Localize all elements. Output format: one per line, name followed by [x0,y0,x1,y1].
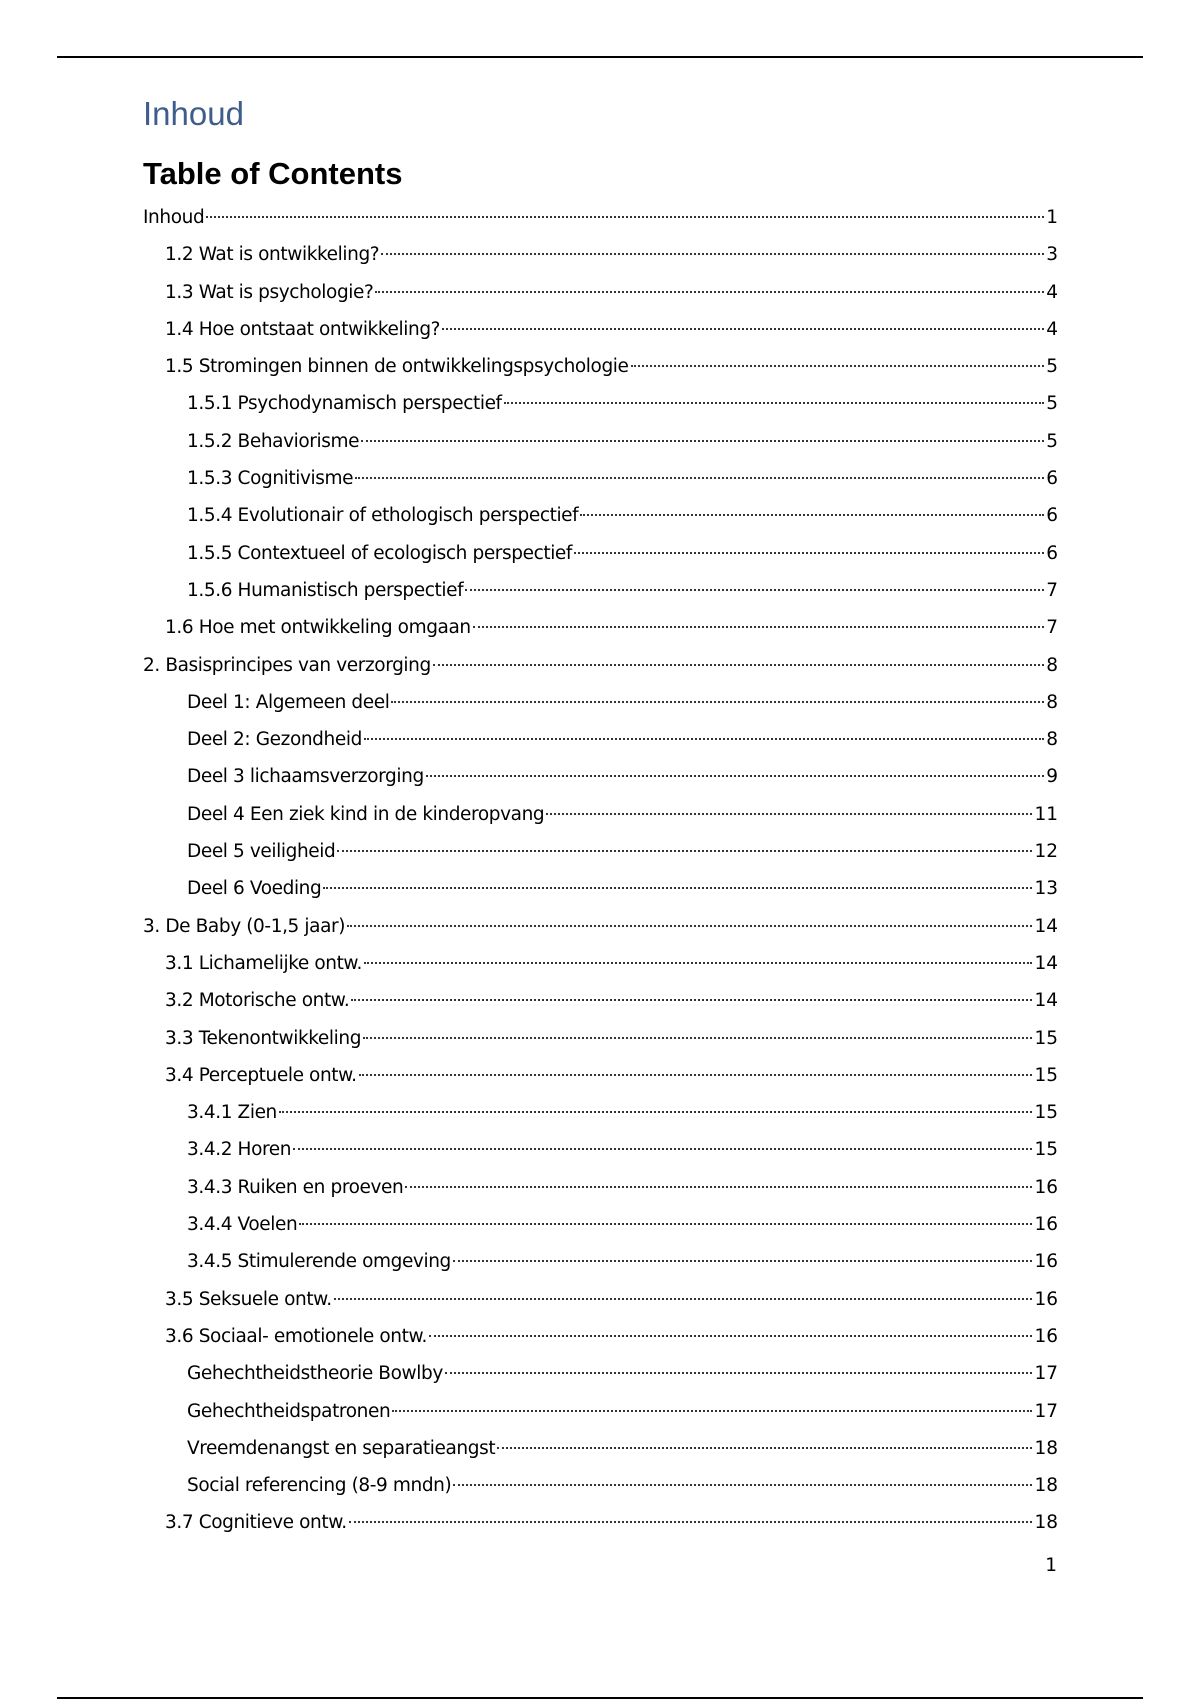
toc-entry-label: 3.2 Motorische ontw. [165,990,350,1012]
toc-entry[interactable] [143,982,1058,1019]
toc-entry-page: 6 [1046,542,1058,564]
document-page [143,88,1058,1542]
toc-entry[interactable] [143,1467,1058,1504]
toc-entry-page: 18 [1034,1475,1058,1497]
toc-entry[interactable] [143,721,1058,758]
toc-entry[interactable] [143,199,1058,236]
toc-entry[interactable] [143,385,1058,422]
toc-dot-leader [206,216,1044,218]
toc-dot-leader [364,738,1044,740]
toc-entry-label: Deel 2: Gezondheid [187,729,362,751]
toc-entry-label: Deel 6 Voeding [187,878,322,900]
toc-entry-label: 3.6 Sociaal- emotionele ontw. [165,1325,427,1347]
toc-entry-page: 17 [1034,1400,1058,1422]
toc-entry-page: 8 [1046,729,1058,751]
toc-entry[interactable] [143,311,1058,348]
toc-entry-label: Social referencing (8-9 mndn) [187,1475,452,1497]
toc-entry[interactable] [143,460,1058,497]
toc-entry-label: Gehechtheidspatronen [187,1400,391,1422]
toc-entry[interactable] [143,1057,1058,1094]
toc-dot-leader [355,477,1044,479]
toc-entry[interactable] [143,535,1058,572]
toc-dot-leader [363,1037,1032,1039]
toc-entry[interactable] [143,1020,1058,1057]
toc-dot-leader [442,328,1044,330]
toc-entry-page: 7 [1046,579,1058,601]
toc-entry-page: 4 [1046,281,1058,303]
toc-entry-label: 3.1 Lichamelijke ontw. [165,952,362,974]
toc-dot-leader [429,1335,1032,1337]
toc-entry-page: 9 [1046,766,1058,788]
toc-dot-leader [293,1148,1032,1150]
toc-entry-page: 16 [1034,1288,1058,1310]
toc-entry-page: 5 [1046,430,1058,452]
toc-entry[interactable] [143,870,1058,907]
toc-dot-leader [405,1186,1032,1188]
toc-entry[interactable] [143,908,1058,945]
toc-entry-label: Inhoud [143,207,205,228]
toc-entry-label: Vreemdenangst en separatieangst [187,1437,496,1459]
toc-entry[interactable] [143,1281,1058,1318]
toc-entry[interactable] [143,609,1058,646]
toc-entry-page: 8 [1046,691,1058,713]
toc-dot-leader [299,1223,1032,1225]
toc-entry-label: 1.5.3 Cognitivisme [187,468,354,490]
toc-dot-leader [453,1260,1033,1262]
toc-entry-page: 13 [1034,878,1058,900]
toc-entry-label: Gehechtheidstheorie Bowlby [187,1363,443,1385]
toc-entry-label: 3.4.4 Voelen [187,1214,298,1236]
toc-entry-page: 6 [1046,505,1058,527]
toc-dot-leader [433,664,1044,666]
toc-entry-label: 3.3 Tekenontwikkeling [165,1027,362,1049]
toc-entry-label: 2. Basisprincipes van verzorging [143,654,431,676]
toc-entry[interactable] [143,572,1058,609]
top-rule [57,56,1143,58]
toc-entry-page: 16 [1034,1251,1058,1273]
toc-entry[interactable] [143,1504,1058,1541]
toc-entry-label: 3.4.2 Horen [187,1139,292,1161]
toc-entry-page: 3 [1046,244,1058,266]
toc-entry[interactable] [143,1393,1058,1430]
page-number: 1 [1045,1555,1057,1576]
toc-dot-leader [391,701,1044,703]
toc-entry-page: 7 [1046,617,1058,639]
toc-dot-leader [497,1447,1032,1449]
toc-entry-page: 8 [1046,654,1058,676]
toc-dot-leader [364,962,1033,964]
toc-entry-page: 6 [1046,468,1058,490]
toc-entry[interactable] [143,1243,1058,1280]
toc-dot-leader [504,402,1045,404]
toc-entry[interactable] [143,945,1058,982]
toc-entry-page: 1 [1046,207,1058,228]
toc-entry-label: 1.5.4 Evolutionair of ethologisch perspectief [187,505,579,527]
toc-entry[interactable] [143,497,1058,534]
toc-dot-leader [546,813,1032,815]
page-heading: Inhoud [143,95,244,132]
toc-entry[interactable] [143,647,1058,684]
toc-entry-label: 3.5 Seksuele ontw. [165,1288,332,1310]
toc-dot-leader [279,1111,1033,1113]
toc-entry-label: 3.4.1 Zien [187,1102,277,1124]
toc-entry[interactable] [143,1318,1058,1355]
toc-entry-label: Deel 4 Een ziek kind in de kinderopvang [187,803,545,825]
toc-entry-label: Deel 1: Algemeen deel [187,691,390,713]
toc-dot-leader [334,1298,1033,1300]
toc-entry-label: 1.6 Hoe met ontwikkeling omgaan [165,617,471,639]
toc-entry-label: 1.5.6 Humanistisch perspectief [187,579,464,601]
toc-entry-label: 1.5.2 Behaviorisme [187,430,360,452]
toc-entry-page: 11 [1034,803,1058,825]
toc-dot-leader [359,1074,1033,1076]
toc-entry[interactable] [143,1131,1058,1168]
toc-dot-leader [349,1521,1033,1523]
bottom-rule [57,1697,1143,1699]
toc-dot-leader [453,1484,1032,1486]
toc-dot-leader [351,999,1032,1001]
toc-entry-page: 15 [1034,1139,1058,1161]
toc-dot-leader [375,291,1044,293]
toc-entry-label: 1.3 Wat is psychologie? [165,281,374,303]
toc-entry-label: Deel 3 lichaamsverzorging [187,766,424,788]
toc-entry-page: 17 [1034,1363,1058,1385]
toc-entry-page: 5 [1046,356,1058,378]
toc-entry-page: 14 [1034,952,1058,974]
toc-entry-page: 16 [1034,1325,1058,1347]
toc-entry-page: 18 [1034,1512,1058,1534]
toc-entry[interactable] [143,348,1058,385]
toc-entry-page: 16 [1034,1214,1058,1236]
toc-dot-leader [631,365,1045,367]
toc-title: Table of Contents [143,156,403,191]
toc-entry[interactable] [143,1169,1058,1206]
toc-dot-leader [347,925,1032,927]
toc-entry-label: 1.2 Wat is ontwikkeling? [165,244,380,266]
toc-entry-label: 3.4 Perceptuele ontw. [165,1064,357,1086]
toc-entry-label: 3.4.5 Stimulerende omgeving [187,1251,451,1273]
toc-entry-page: 14 [1034,990,1058,1012]
toc-dot-leader [465,589,1044,591]
toc-entry-label: 1.5.5 Contextueel of ecologisch perspectief [187,542,573,564]
toc-entry-label: 3.4.3 Ruiken en proeven [187,1176,404,1198]
toc-entry[interactable] [143,796,1058,833]
toc-entry[interactable] [143,423,1058,460]
toc-entry-page: 5 [1046,393,1058,415]
toc-dot-leader [381,253,1044,255]
toc-entry-page: 14 [1034,915,1058,937]
toc-entry-page: 15 [1034,1064,1058,1086]
toc-dot-leader [445,1372,1033,1374]
toc-entry-page: 4 [1046,318,1058,340]
toc-entry-page: 15 [1034,1027,1058,1049]
toc-entry[interactable] [143,758,1058,795]
toc-dot-leader [323,887,1032,889]
toc-entry-page: 18 [1034,1437,1058,1459]
toc-entry[interactable] [143,1206,1058,1243]
toc-entry[interactable] [143,833,1058,870]
toc-entry-label: 1.4 Hoe ontstaat ontwikkeling? [165,318,441,340]
toc-dot-leader [574,552,1044,554]
toc-entry-page: 15 [1034,1102,1058,1124]
toc-entry[interactable] [143,1355,1058,1392]
toc-entry-label: 1.5 Stromingen binnen de ontwikkelingspsychologie [165,356,629,378]
toc-entry[interactable] [143,1430,1058,1467]
toc-entry-label: Deel 5 veiligheid [187,841,336,863]
toc-entry-label: 3.7 Cognitieve ontw. [165,1512,347,1534]
toc-dot-leader [426,775,1044,777]
toc-entry[interactable] [143,1094,1058,1131]
toc-dot-leader [392,1410,1032,1412]
toc-entry-page: 16 [1034,1176,1058,1198]
toc-entry-page: 12 [1034,841,1058,863]
toc-dot-leader [361,440,1044,442]
toc-entry[interactable] [143,274,1058,311]
toc-dot-leader [580,514,1044,516]
toc-entry-label: 1.5.1 Psychodynamisch perspectief [187,393,502,415]
toc-entry[interactable] [143,236,1058,273]
table-of-contents [143,199,1058,1542]
toc-entry-label: 3. De Baby (0-1,5 jaar) [143,915,346,937]
toc-entry[interactable] [143,684,1058,721]
toc-dot-leader [337,850,1032,852]
toc-dot-leader [473,626,1044,628]
